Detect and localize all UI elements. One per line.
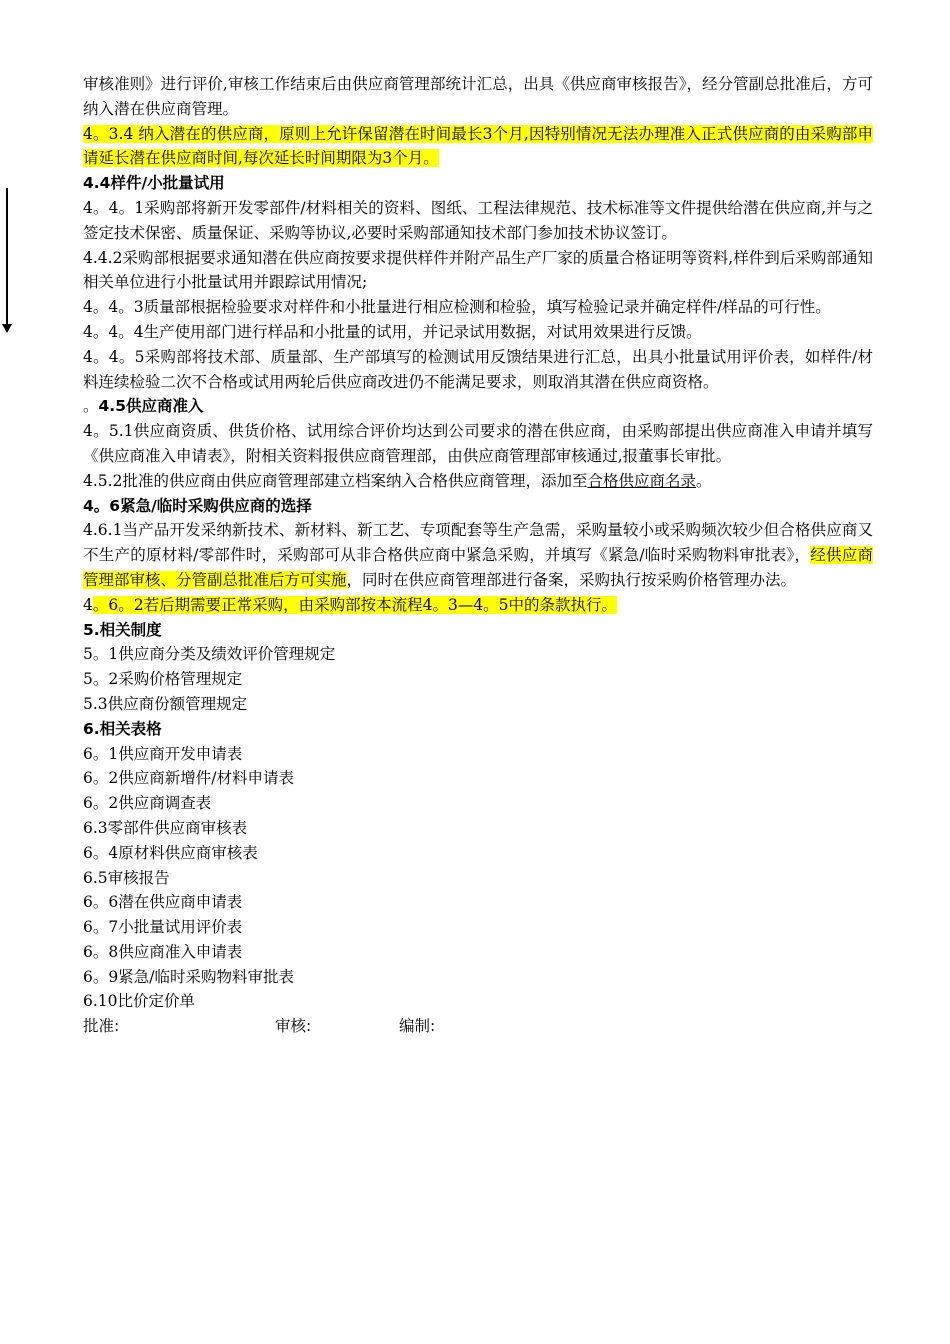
paragraph-4-4-2: 4.4.2采购部根据要求通知潜在供应商按要求提供样件并附产品生产厂家的质量合格证明等资料,样件到后采购部通知相关单位进行小批量试用并跟踪试用情况; (83, 248, 873, 292)
list-item-6-5: 6.5审核报告 (83, 868, 170, 887)
heading-4-5: 4.5供应商准入 (98, 397, 204, 416)
paragraph-4-6-1-end: ，同时在供应商管理部进行备案，采购执行按采购价格管理办法。 (346, 570, 797, 589)
paragraph-4-5-2-end: 。 (695, 471, 712, 490)
paragraph-4-4-3: 4。4。3质量部根据检验要求对样件和小批量进行相应检测和检验，填写检验记录并确定样件/样品的可行性。 (83, 298, 831, 317)
heading-4-5-line (83, 394, 873, 419)
paragraph-4-6-1 (83, 518, 873, 592)
list-item-6-10: 6.10比价定价单 (83, 992, 196, 1011)
list-item-6-9: 6。9紧急/临时采购物料审批表 (83, 967, 294, 986)
paragraph-4-4-5: 4。4。5采购部将技术部、质量部、生产部填写的检测试用反馈结果进行汇总，出具小批量试用评价表，如样件/材料连续检验二次不合格或试用两轮后供应商改进仍不能满足要求，则取消其潜在供应商资格。 (83, 347, 873, 391)
paragraph-4-6-2 (83, 593, 873, 618)
list-item-5-1: 5。1供应商分类及绩效评价管理规定 (83, 645, 336, 664)
qualified-supplier-list-link[interactable]: 合格供应商名录 (587, 471, 696, 490)
list-item-6-1: 6。1供应商开发申请表 (83, 744, 243, 763)
paragraph-4-3-4 (83, 122, 873, 172)
paragraph-4-4-1: 4。4。1采购部将新开发零部件/材料相关的资料、图纸、工程法律规范、技术标准等文件提供给潜在供应商,并与之签定技术保密、质量保证、采购等协议,必要时采购部通知技术部门参加技术协议签订。 (83, 198, 873, 242)
paragraph-4-5-2 (83, 469, 873, 494)
highlight-4-3-4: 4。3.4 纳入潜在的供应商，原则上允许保留潜在时间最长3个月,因特别情况无法办理准入正式供应商的由采购部申请延长潜在供应商时间,每次延长时间期限为3个月。 (83, 124, 873, 168)
heading-4-6: 4。6紧急/临时采购供应商的选择 (83, 496, 312, 515)
margin-bracket-line (6, 188, 8, 330)
approve-label: 批准: (83, 1017, 120, 1036)
signature-row (83, 1014, 873, 1039)
paragraph-4-5-2-text: 4.5.2批准的供应商由供应商管理部建立档案纳入合格供应商管理，添加至 (83, 471, 588, 490)
paragraph-4-6-2-num: 4 (83, 595, 93, 614)
list-item-6-2b: 6。2供应商调查表 (83, 794, 212, 813)
list-item-6-4: 6。4原材料供应商审核表 (83, 843, 258, 862)
list-item-6-7: 6。7小批量试用评价表 (83, 918, 243, 937)
highlight-4-6-1: 经供应商管理部审核、分管副总批准后方可实施 (83, 546, 873, 589)
prepare-label: 编制: (399, 1017, 436, 1036)
list-item-6-2a: 6。2供应商新增件/材料申请表 (83, 769, 294, 788)
list-item-6-8: 6。8供应商准入申请表 (83, 942, 243, 961)
heading-5: 5.相关制度 (83, 620, 162, 639)
list-item-6-6: 6。6潜在供应商申请表 (83, 893, 243, 912)
document-body (83, 72, 873, 1039)
heading-6: 6.相关表格 (83, 719, 162, 738)
paragraph-4-5-1: 4。5.1供应商资质、供货价格、试用综合评价均达到公司要求的潜在供应商，由采购部提出供应商准入申请并填写《供应商准入申请表》，附相关资料报供应商管理部，由供应商管理部审核通过,报董事长审批。 (83, 422, 873, 465)
review-label: 审核: (275, 1017, 312, 1036)
list-item-6-3: 6.3零部件供应商审核表 (83, 818, 248, 837)
heading-4-5-prefix: 。 (83, 397, 99, 416)
list-item-5-2: 5。2采购价格管理规定 (83, 670, 243, 689)
paragraph-audit-criteria: 审核准则》进行评价,审核工作结束后由供应商管理部统计汇总，出具《供应商审核报告》，经分管副总批准后，方可纳入潜在供应商管理。 (83, 75, 873, 118)
paragraph-4-6-1-text: 4.6.1当产品开发采纳新技术、新材料、新工艺、专项配套等生产急需，采购量较小或采购频次较少但合格供应商又不生产的原材料/零部件时，采购部可从非合格供应商中紧急采购，并填写《紧急/临时采购物料审批表》， (83, 521, 873, 565)
margin-arrow-icon (2, 324, 12, 333)
highlight-4-6-2: 。6。2若后期需要正常采购，由采购部按本流程4。3—4。5中的条款执行。 (92, 595, 618, 614)
heading-4-4: 4.4样件/小批量试用 (83, 174, 225, 193)
list-item-5-3: 5.3供应商份额管理规定 (83, 694, 248, 713)
paragraph-4-4-4: 4。4。4生产使用部门进行样品和小批量的试用，并记录试用数据，对试用效果进行反馈。 (83, 322, 702, 341)
